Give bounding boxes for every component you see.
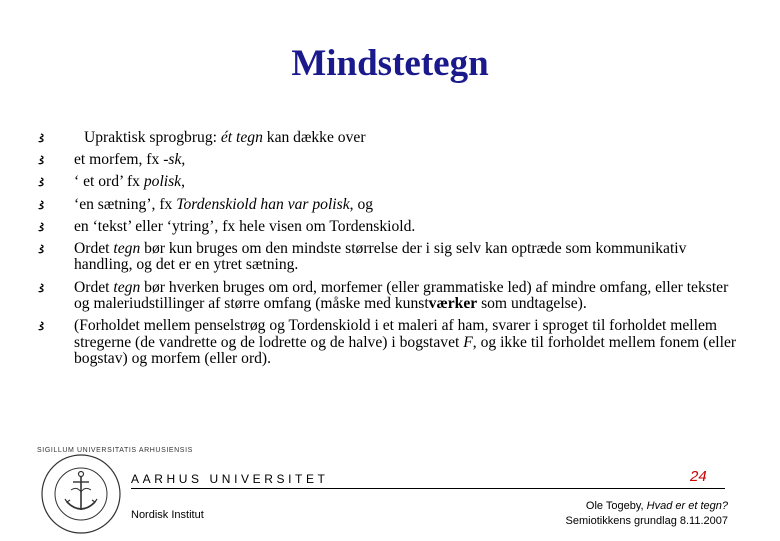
bullet-marker-icon bbox=[38, 156, 44, 163]
bullet-marker-icon bbox=[38, 245, 44, 252]
bullet-text: ‘en sætning’, fx bbox=[74, 195, 177, 213]
bullet-marker-icon bbox=[38, 223, 44, 230]
bullet-item bbox=[38, 241, 738, 274]
bullet-text: Ordet bbox=[74, 240, 114, 258]
bullet-text: bør hverken bruges om ord, morfemer (eller grammatiske led) af mindre omfang, eller tekster og maleriudstillinger af større omfang (måske med kunst bbox=[74, 278, 729, 313]
bullet-marker-icon bbox=[38, 322, 44, 329]
bullet-list bbox=[38, 130, 738, 373]
bullet-text: som undtagelse). bbox=[477, 295, 587, 313]
bullet-text: Tordenskiold han var polisk bbox=[176, 195, 350, 213]
bullet-text: tegn bbox=[113, 240, 141, 258]
footer-divider bbox=[131, 488, 725, 489]
bullet-text: , bbox=[181, 173, 186, 191]
bullet-text: polisk bbox=[143, 173, 182, 191]
bullet-marker-icon bbox=[38, 201, 44, 208]
bullet-text: ‘ et ord’ fx bbox=[74, 173, 144, 191]
bullet-text: , bbox=[181, 151, 186, 169]
seal-lettering: SIGILLUM UNIVERSITATIS ARHUSIENSIS bbox=[37, 447, 193, 454]
bullet-item bbox=[38, 280, 738, 313]
bullet-item bbox=[38, 152, 738, 168]
bullet-marker-icon bbox=[38, 284, 44, 291]
bullet-text: tegn bbox=[113, 278, 141, 296]
bullet-item bbox=[38, 219, 738, 235]
bullet-text: værker bbox=[428, 295, 478, 313]
department-name: Nordisk Institut bbox=[131, 509, 204, 521]
event-line: Semiotikkens grundlag 8.11.2007 bbox=[565, 515, 728, 527]
bullet-text: , og ikke til forholdet mellem fonem (eller bogstav) og morfem (eller ord). bbox=[74, 333, 737, 368]
bullet-item bbox=[38, 174, 738, 190]
footer-credits bbox=[468, 499, 728, 529]
page-number: 24 bbox=[690, 468, 707, 485]
bullet-text: , og bbox=[349, 195, 374, 213]
bullet-text: kan dække over bbox=[262, 129, 366, 146]
bullet-text: ét tegn bbox=[220, 129, 263, 146]
bullet-text: Upraktisk sprogbrug: bbox=[84, 129, 221, 146]
bullet-item bbox=[38, 197, 738, 213]
bullet-text: en ‘tekst’ eller ‘ytring’, fx hele visen om Tordenskiold. bbox=[74, 217, 416, 235]
bullet-item bbox=[38, 318, 738, 367]
bullet-item bbox=[38, 130, 738, 146]
author-name: Ole Togeby, bbox=[585, 500, 647, 512]
talk-title: Hvad er et tegn? bbox=[646, 500, 728, 512]
bullet-text: et morfem, fx bbox=[74, 151, 164, 169]
bullet-text: (Forholdet mellem penselstrøg og Tordenskiold i et maleri af ham, svarer i sproget til forholdet mellem stregerne (de vandrette og de lodrette og de halve) i bogstavet bbox=[74, 317, 718, 351]
bullet-text: Ordet bbox=[74, 278, 114, 296]
bullet-marker-icon bbox=[38, 178, 44, 185]
university-name: AARHUS UNIVERSITET bbox=[131, 472, 329, 486]
author-line bbox=[468, 499, 728, 514]
bullet-text: bør kun bruges om den mindste størrelse der i sig selv kan optræde som kommunikativ handling, og det er en ytret sætning. bbox=[74, 240, 687, 274]
slide-title: Mindstetegn bbox=[291, 43, 489, 84]
bullet-text: F bbox=[463, 333, 473, 351]
bullet-text: -sk bbox=[163, 151, 182, 169]
bullet-marker-icon bbox=[38, 134, 44, 141]
